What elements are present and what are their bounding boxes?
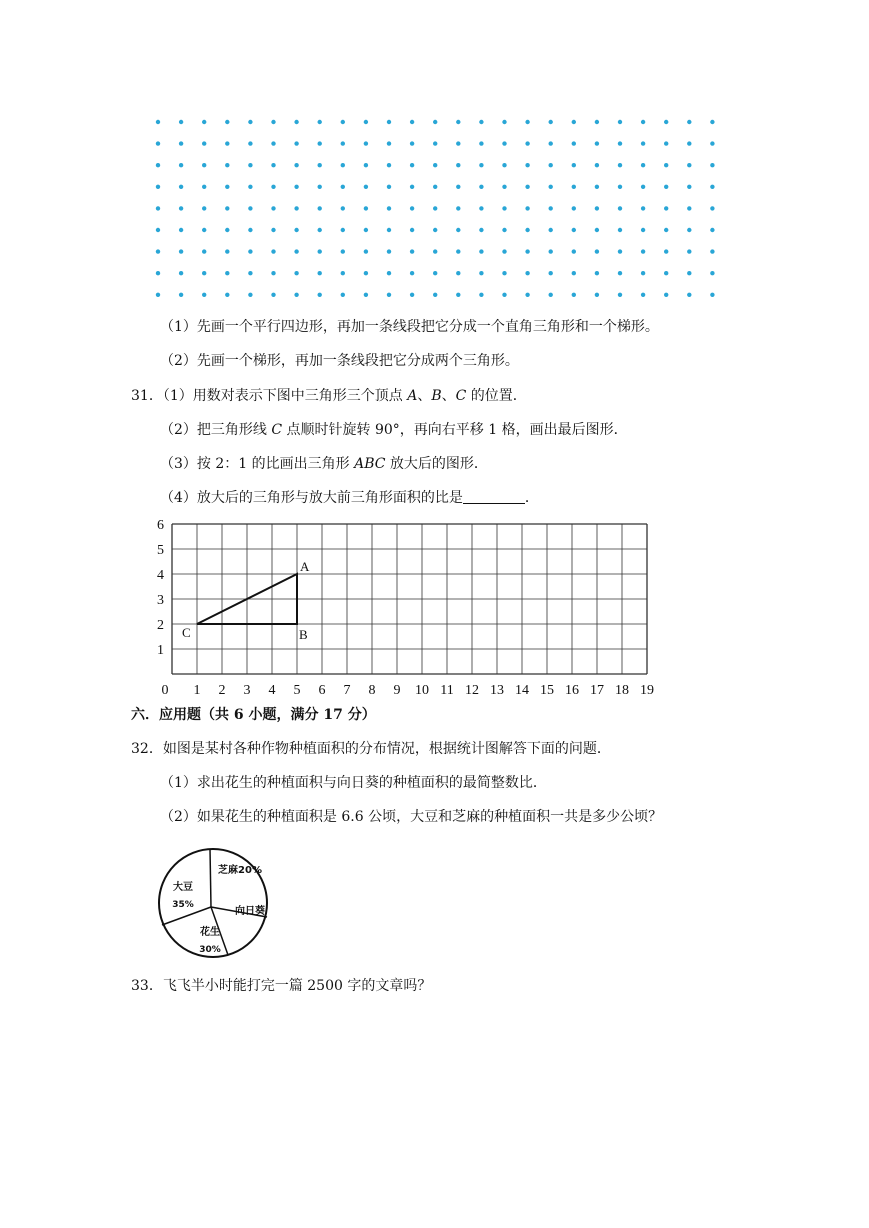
grid-dot (341, 163, 345, 167)
grid-dot (318, 163, 322, 167)
grid-dot (271, 293, 275, 297)
grid-dot (248, 271, 252, 275)
grid-dot (549, 271, 553, 275)
grid-dot (664, 206, 668, 210)
grid-dot (572, 185, 576, 189)
x-tick-label: 2 (218, 683, 226, 698)
grid-dot (387, 293, 391, 297)
grid-dot (318, 249, 322, 253)
grid-dot (456, 163, 460, 167)
pie-chart (0, 835, 869, 975)
grid-dot (479, 228, 483, 232)
grid-dot (271, 185, 275, 189)
grid-dot (595, 228, 599, 232)
grid-dot (433, 163, 437, 167)
grid-dot (502, 206, 506, 210)
grid-dot (294, 293, 298, 297)
x-tick-label: 12 (465, 683, 479, 698)
grid-dot (479, 120, 483, 124)
grid-dot (294, 271, 298, 275)
grid-dot (710, 206, 714, 210)
grid-dot (225, 206, 229, 210)
grid-dot (618, 249, 622, 253)
grid-dot (156, 271, 160, 275)
grid-dot (179, 271, 183, 275)
grid-dot (387, 271, 391, 275)
grid-dot (271, 163, 275, 167)
grid-dot (156, 141, 160, 145)
grid-dot (179, 141, 183, 145)
grid-dot (664, 271, 668, 275)
x-tick-label: 15 (540, 683, 554, 698)
grid-dot (641, 271, 645, 275)
x-tick-label: 10 (415, 683, 429, 698)
grid-dot (433, 271, 437, 275)
grid-dot (618, 271, 622, 275)
grid-dot (179, 206, 183, 210)
grid-dot (572, 293, 576, 297)
q32-item2: （2）如果花生的种植面积是 6.6 公顷，大豆和芝麻的种植面积一共是多少公顷？ (160, 809, 663, 825)
grid-dot (664, 228, 668, 232)
grid-dot (387, 141, 391, 145)
grid-dot (248, 185, 252, 189)
grid-dot (456, 271, 460, 275)
grid-dot (525, 206, 529, 210)
grid-dot (549, 206, 553, 210)
grid-dot (341, 228, 345, 232)
grid-dot (294, 228, 298, 232)
grid-dot (364, 271, 368, 275)
grid-dot (710, 141, 714, 145)
grid-dot (687, 120, 691, 124)
grid-dot (156, 293, 160, 297)
grid-dot (387, 163, 391, 167)
grid-dot (479, 185, 483, 189)
x-tick-label: 7 (343, 683, 351, 698)
grid-dot (549, 249, 553, 253)
grid-dot (525, 141, 529, 145)
grid-dot (156, 163, 160, 167)
grid-dot (318, 120, 322, 124)
grid-dot (341, 206, 345, 210)
grid-dot (479, 206, 483, 210)
grid-dot (572, 206, 576, 210)
grid-dot (225, 249, 229, 253)
q30-item2: （2）先画一个梯形，再加一条线段把它分成两个三角形。 (160, 353, 519, 369)
grid-dot (525, 249, 529, 253)
grid-dot (387, 249, 391, 253)
grid-dot (318, 293, 322, 297)
grid-dot (364, 185, 368, 189)
grid-dot (202, 228, 206, 232)
grid-dot (687, 249, 691, 253)
grid-dot (502, 163, 506, 167)
x-tick-label: 0 (161, 683, 169, 698)
answer-blank[interactable] (463, 489, 525, 504)
grid-dot (179, 163, 183, 167)
grid-dot (202, 293, 206, 297)
grid-dot (595, 206, 599, 210)
grid-dot (687, 206, 691, 210)
x-tick-label: 1 (193, 683, 201, 698)
grid-dot (687, 271, 691, 275)
grid-dot (156, 228, 160, 232)
grid-dot (502, 271, 506, 275)
slice-label-huasheng-value: 30% (199, 945, 221, 955)
grid-dot (410, 120, 414, 124)
grid-dot (318, 206, 322, 210)
grid-dot (618, 185, 622, 189)
grid-dot (456, 206, 460, 210)
grid-dot (202, 271, 206, 275)
grid-dot (433, 185, 437, 189)
grid-dot (572, 163, 576, 167)
point-label-a: A (300, 559, 310, 574)
grid-dot (225, 141, 229, 145)
dot-grid (0, 0, 869, 300)
grid-dot (479, 163, 483, 167)
grid-dot (341, 185, 345, 189)
grid-dot (595, 271, 599, 275)
grid-dot (225, 293, 229, 297)
grid-dot (456, 141, 460, 145)
y-tick-label: 5 (157, 543, 164, 558)
x-tick-label: 4 (268, 683, 276, 698)
grid-dot (410, 206, 414, 210)
grid-dot (572, 271, 576, 275)
grid-dot (387, 206, 391, 210)
grid-dot (225, 271, 229, 275)
grid-dot (618, 141, 622, 145)
grid-dot (502, 293, 506, 297)
slice-label-dadou-value: 35% (172, 900, 194, 910)
grid-dot (225, 185, 229, 189)
grid-dot (294, 249, 298, 253)
x-tick-label: 5 (293, 683, 301, 698)
grid-dot (664, 120, 668, 124)
grid-dot (271, 141, 275, 145)
grid-dot (156, 120, 160, 124)
x-tick-label: 13 (490, 683, 504, 698)
x-tick-label: 3 (243, 683, 251, 698)
grid-dot (364, 120, 368, 124)
slice-label-zhima: 芝麻20% (218, 865, 262, 876)
grid-dot (410, 185, 414, 189)
grid-dot (318, 271, 322, 275)
grid-dot (179, 228, 183, 232)
grid-dot (318, 185, 322, 189)
grid-dot (710, 185, 714, 189)
grid-dot (549, 120, 553, 124)
grid-dot (410, 228, 414, 232)
x-tick-label: 9 (393, 683, 401, 698)
grid-dot (525, 293, 529, 297)
grid-dot (248, 228, 252, 232)
grid-dot (341, 293, 345, 297)
coordinate-grid (0, 510, 869, 710)
grid-dot (364, 228, 368, 232)
x-tick-label: 17 (590, 683, 604, 698)
grid-dot (179, 120, 183, 124)
grid-dot (502, 249, 506, 253)
x-tick-label: 6 (318, 683, 326, 698)
grid-dot (572, 249, 576, 253)
grid-dot (618, 206, 622, 210)
grid-dot (387, 228, 391, 232)
grid-dot (572, 141, 576, 145)
grid-dot (502, 185, 506, 189)
x-tick-label: 16 (565, 683, 579, 698)
grid-dot (687, 163, 691, 167)
grid-dot (248, 163, 252, 167)
grid-dot (271, 206, 275, 210)
grid-dot (525, 185, 529, 189)
grid-dot (479, 271, 483, 275)
grid-dot (479, 141, 483, 145)
grid-dot (294, 120, 298, 124)
grid-dot (479, 293, 483, 297)
x-tick-label: 14 (515, 683, 529, 698)
grid-dot (549, 163, 553, 167)
grid-dot (410, 163, 414, 167)
grid-dot (456, 228, 460, 232)
grid-dot (641, 163, 645, 167)
grid-dot (248, 206, 252, 210)
grid-dot (202, 185, 206, 189)
pie-slice-divider (210, 849, 211, 907)
grid-dot (433, 206, 437, 210)
grid-dot (433, 120, 437, 124)
grid-dot (641, 141, 645, 145)
grid-dot (641, 120, 645, 124)
grid-dot (179, 293, 183, 297)
grid-dot (294, 206, 298, 210)
grid-dot (433, 293, 437, 297)
q33-stem: 33．飞飞半小时能打完一篇 2500 字的文章吗？ (131, 978, 432, 994)
grid-dot (248, 141, 252, 145)
grid-dot (294, 141, 298, 145)
grid-dot (525, 120, 529, 124)
grid-dot (595, 185, 599, 189)
section-title: 六．应用题（共 6 小题，满分 17 分） (131, 707, 376, 723)
grid-dot (271, 271, 275, 275)
grid-dot (641, 206, 645, 210)
q31-item2: （2）把三角形线 C 点顺时针旋转 90°，再向右平移 1 格，画出最后图形． (160, 422, 628, 438)
grid-dot (433, 141, 437, 145)
grid-dot (502, 141, 506, 145)
grid-dot (225, 120, 229, 124)
grid-dot (248, 293, 252, 297)
grid-dot (202, 141, 206, 145)
grid-dot (410, 141, 414, 145)
y-tick-label: 1 (157, 643, 164, 658)
grid-dot (387, 120, 391, 124)
grid-dot (572, 120, 576, 124)
grid-dot (595, 249, 599, 253)
x-tick-label: 19 (640, 683, 654, 698)
q32-item1: （1）求出花生的种植面积与向日葵的种植面积的最简整数比． (160, 775, 547, 791)
grid-dot (618, 163, 622, 167)
grid-dot (248, 249, 252, 253)
grid-dot (710, 120, 714, 124)
y-tick-label: 4 (157, 568, 164, 583)
grid-dot (225, 163, 229, 167)
grid-dot (456, 185, 460, 189)
q31-item1: 31．（1）用数对表示下图中三角形三个顶点 A、B、C 的位置． (131, 388, 527, 404)
grid-dot (271, 120, 275, 124)
grid-dot (248, 120, 252, 124)
grid-dot (202, 206, 206, 210)
grid-dot (710, 228, 714, 232)
q31-item3: （3）按 2：1 的比画出三角形 ABC 放大后的图形． (160, 456, 488, 472)
grid-dot (710, 293, 714, 297)
grid-dot (341, 249, 345, 253)
grid-dot (687, 141, 691, 145)
grid-dot (641, 185, 645, 189)
grid-dot (687, 228, 691, 232)
grid-dot (618, 293, 622, 297)
q32-stem: 32．如图是某村各种作物种植面积的分布情况，根据统计图解答下面的问题． (131, 741, 611, 757)
grid-dot (225, 228, 229, 232)
grid-dot (595, 120, 599, 124)
grid-dot (433, 228, 437, 232)
grid-dot (710, 271, 714, 275)
grid-dot (202, 249, 206, 253)
grid-dot (664, 141, 668, 145)
grid-dot (179, 249, 183, 253)
grid-dot (410, 249, 414, 253)
grid-dot (341, 141, 345, 145)
grid-dot (549, 228, 553, 232)
grid-dot (687, 293, 691, 297)
slice-label-dadou: 大豆 (173, 882, 193, 893)
grid-dot (156, 206, 160, 210)
grid-dot (641, 228, 645, 232)
grid-dot (687, 185, 691, 189)
grid-dot (271, 228, 275, 232)
slice-label-xiangrikui: 向日葵 (235, 906, 265, 917)
x-tick-label: 8 (368, 683, 376, 698)
grid-dot (179, 185, 183, 189)
grid-dot (156, 185, 160, 189)
q31-item4: （4）放大后的三角形与放大前三角形面积的比是 ． (160, 490, 539, 506)
y-tick-label: 3 (157, 593, 164, 608)
grid-dot (364, 249, 368, 253)
grid-dot (618, 228, 622, 232)
point-label-b: B (299, 627, 308, 642)
grid-dot (294, 163, 298, 167)
grid-dot (294, 185, 298, 189)
grid-dot (271, 249, 275, 253)
grid-dot (456, 249, 460, 253)
grid-dot (318, 141, 322, 145)
grid-dot (387, 185, 391, 189)
y-tick-label: 2 (157, 618, 164, 633)
grid-dot (525, 163, 529, 167)
grid-dot (525, 228, 529, 232)
grid-dot (664, 293, 668, 297)
grid-dot (364, 141, 368, 145)
grid-dot (502, 228, 506, 232)
grid-dot (664, 185, 668, 189)
grid-dot (433, 249, 437, 253)
grid-dot (525, 271, 529, 275)
grid-dot (341, 271, 345, 275)
grid-dot (341, 120, 345, 124)
grid-dot (364, 206, 368, 210)
grid-dot (710, 249, 714, 253)
grid-dot (641, 293, 645, 297)
slice-label-huasheng: 花生 (200, 927, 220, 938)
grid-dot (618, 120, 622, 124)
y-tick-label: 6 (157, 518, 164, 533)
grid-dot (479, 249, 483, 253)
grid-dot (595, 293, 599, 297)
grid-dot (595, 141, 599, 145)
grid-dot (595, 163, 599, 167)
grid-dot (202, 163, 206, 167)
question-number: 31． (131, 388, 163, 404)
grid-dot (456, 293, 460, 297)
x-tick-label: 18 (615, 683, 629, 698)
grid-dot (318, 228, 322, 232)
grid-dot (710, 163, 714, 167)
grid-dot (410, 271, 414, 275)
grid-dot (410, 293, 414, 297)
grid-dot (364, 293, 368, 297)
grid-dot (456, 120, 460, 124)
q30-item1: （1）先画一个平行四边形，再加一条线段把它分成一个直角三角形和一个梯形。 (160, 319, 659, 335)
grid-dot (664, 249, 668, 253)
grid-dot (364, 163, 368, 167)
grid-dot (641, 249, 645, 253)
point-label-c: C (182, 625, 191, 640)
x-tick-label: 11 (440, 683, 454, 698)
grid-dot (549, 293, 553, 297)
grid-dot (572, 228, 576, 232)
grid-dot (502, 120, 506, 124)
grid-dot (156, 249, 160, 253)
grid-dot (664, 163, 668, 167)
grid-dot (549, 141, 553, 145)
grid-dot (202, 120, 206, 124)
grid-dot (549, 185, 553, 189)
